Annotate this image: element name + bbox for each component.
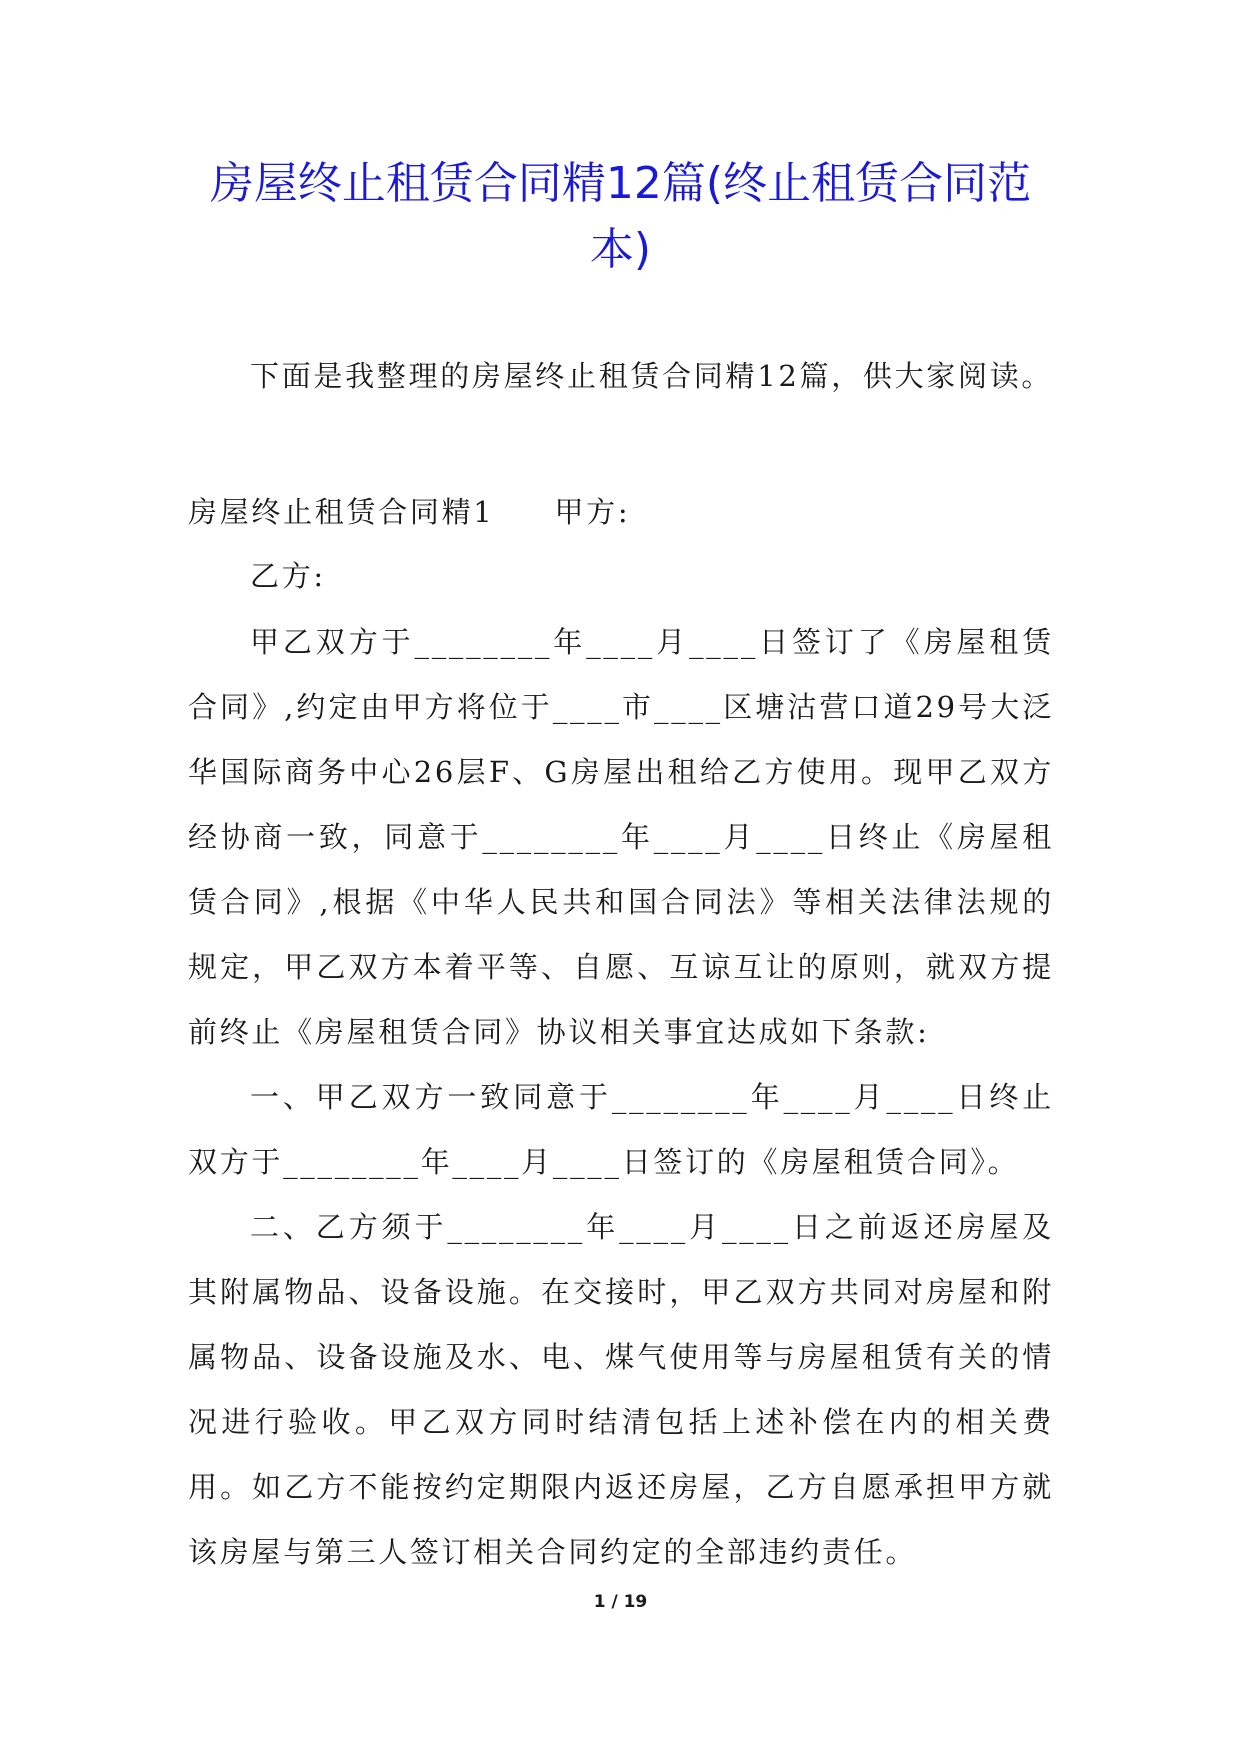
contract-paragraph-1: 甲乙双方于________年____月____日签订了《房屋租赁合同》,约定由甲方将位于____市____区塘沽营口道29号大泛华国际商务中心26层F、G房屋出租给乙方使用。现甲乙双方经协商一致，同意于________年____月____日终止《房屋租赁合同》,根据《中华人民共和国合同法》等相关法律法规的规定，甲乙双方本着平等、自愿、互谅互让的原则，就双方提前终止《房屋租赁合同》协议相关事宜达成如下条款: bbox=[188, 625, 1054, 1049]
page-number: 1 / 19 bbox=[593, 1592, 648, 1612]
contract-paragraph-2: 一、甲乙双方一致同意于________年____月____日终止双方于________年____月____日签订的《房屋租赁合同》。 bbox=[188, 1080, 1054, 1179]
section-title: 房屋终止租赁合同精1 bbox=[188, 495, 495, 529]
contract-paragraph-3: 二、乙方须于________年____月____日之前返还房屋及其附属物品、设备设施。在交接时，甲乙双方共同对房屋和附属物品、设备设施及水、电、煤气使用等与房屋租赁有关的情况进行验收。甲乙双方同时结清包括上述补偿在内的相关费用。如乙方不能按约定期限内返还房屋，乙方自愿承担甲方就该房屋与第三人签订相关合同约定的全部违约责任。 bbox=[188, 1210, 1054, 1569]
section-heading-row bbox=[188, 492, 630, 532]
document-title-line-1: 房屋终止租赁合同精12篇(终止租赁合同范 bbox=[209, 158, 1032, 209]
intro-text: 下面是我整理的房屋终止租赁合同精12篇，供大家阅读。 bbox=[250, 359, 1054, 393]
document-title-line-2: 本) bbox=[589, 224, 652, 275]
party-b-label: 乙方: bbox=[250, 559, 326, 593]
party-a-label: 甲方: bbox=[554, 495, 631, 529]
